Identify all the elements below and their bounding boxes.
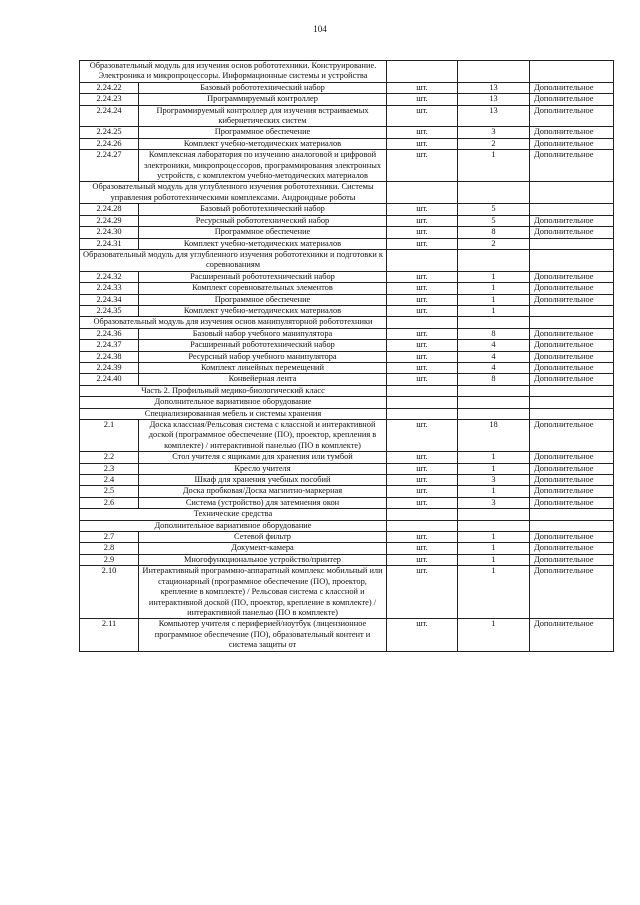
item-note: Дополнительное [530,420,614,452]
item-unit: шт. [387,543,458,554]
empty-cell [458,249,530,271]
item-note: Дополнительное [530,543,614,554]
item-quantity: 1 [458,305,530,316]
item-number: 2.24.37 [80,340,139,351]
item-unit: шт. [387,105,458,127]
item-number: 2.24.22 [80,82,139,93]
item-quantity: 4 [458,351,530,362]
item-unit: шт. [387,420,458,452]
table-row [80,215,614,226]
empty-cell [458,61,530,83]
section-header-row [80,61,614,83]
table-row [80,497,614,508]
item-quantity: 5 [458,204,530,215]
item-unit: шт. [387,566,458,619]
item-number: 2.24.34 [80,294,139,305]
empty-cell [530,509,614,520]
table-row [80,351,614,362]
item-unit: шт. [387,328,458,339]
item-note: Дополнительное [530,271,614,282]
empty-cell [530,182,614,204]
item-unit: шт. [387,127,458,138]
item-quantity: 1 [458,543,530,554]
item-number: 2.24.36 [80,328,139,339]
item-quantity: 1 [458,532,530,543]
item-note: Дополнительное [530,374,614,385]
empty-cell [458,182,530,204]
item-number: 2.9 [80,554,139,565]
item-name: Стол учителя с ящиками для хранения или тумбой [139,452,387,463]
section-header-row [80,182,614,204]
empty-cell [530,408,614,419]
section-title: Дополнительное вариативное оборудование [80,397,387,408]
item-unit: шт. [387,94,458,105]
item-quantity: 1 [458,452,530,463]
table-row [80,283,614,294]
item-number: 2.24.32 [80,271,139,282]
item-unit: шт. [387,215,458,226]
item-quantity: 18 [458,420,530,452]
item-quantity: 4 [458,340,530,351]
item-note: Дополнительное [530,463,614,474]
item-quantity: 1 [458,294,530,305]
item-number: 2.24.25 [80,127,139,138]
empty-cell [530,397,614,408]
item-name: Расширенный робототехнический набор [139,340,387,351]
empty-cell [387,61,458,83]
item-quantity: 1 [458,271,530,282]
item-number: 2.24.38 [80,351,139,362]
item-quantity: 4 [458,362,530,373]
table-row [80,420,614,452]
item-note: Дополнительное [530,351,614,362]
table-row [80,340,614,351]
item-name: Ресурсный набор учебного манипулятора [139,351,387,362]
table-row [80,532,614,543]
item-unit: шт. [387,150,458,182]
item-note [530,238,614,249]
item-note: Дополнительное [530,328,614,339]
item-name: Шкаф для хранения учебных пособий [139,475,387,486]
item-name: Комплект соревновательных элементов [139,283,387,294]
table-row [80,94,614,105]
item-note: Дополнительное [530,497,614,508]
item-number: 2.2 [80,452,139,463]
section-title: Образовательный модуль для углубленного изучения робототехники. Системы управления робототехническими комплексами. Андроидные роботы [80,182,387,204]
item-note: Дополнительное [530,283,614,294]
item-note: Дополнительное [530,532,614,543]
item-unit: шт. [387,497,458,508]
item-name: Комплект учебно-методических материалов [139,305,387,316]
empty-cell [530,249,614,271]
item-unit: шт. [387,374,458,385]
item-name: Компьютер учителя с периферией/ноутбук (лицензионное программное обеспечение (ПО), образовательный контент и система защиты от [139,619,387,651]
item-unit: шт. [387,452,458,463]
item-note: Дополнительное [530,150,614,182]
item-unit: шт. [387,554,458,565]
item-quantity: 1 [458,619,530,651]
item-name: Система (устройство) для затемнения окон [139,497,387,508]
item-note: Дополнительное [530,82,614,93]
item-note: Дополнительное [530,340,614,351]
item-quantity: 13 [458,105,530,127]
table-row [80,463,614,474]
item-number: 2.6 [80,497,139,508]
item-note: Дополнительное [530,138,614,149]
empty-cell [458,385,530,396]
table-row [80,105,614,127]
item-unit: шт. [387,238,458,249]
empty-cell [530,520,614,531]
table-row [80,374,614,385]
item-note: Дополнительное [530,486,614,497]
item-number: 2.24.28 [80,204,139,215]
item-unit: шт. [387,204,458,215]
table-row [80,138,614,149]
item-note [530,204,614,215]
empty-cell [458,317,530,328]
section-header-row [80,520,614,531]
item-name: Программируемый контроллер [139,94,387,105]
item-number: 2.24.26 [80,138,139,149]
item-unit: шт. [387,271,458,282]
table-row [80,127,614,138]
empty-cell [387,385,458,396]
item-name: Программное обеспечение [139,227,387,238]
section-title: Образовательный модуль для изучения основ робототехники. Конструирование. Электроника и микропроцессоры. Информационные системы и устройства [80,61,387,83]
item-name: Конвейерная лента [139,374,387,385]
section-header-row [80,509,614,520]
table-row [80,554,614,565]
item-quantity: 5 [458,215,530,226]
item-note: Дополнительное [530,619,614,651]
equipment-table [79,60,614,652]
item-note: Дополнительное [530,362,614,373]
item-name: Программное обеспечение [139,127,387,138]
empty-cell [530,385,614,396]
item-unit: шт. [387,475,458,486]
item-name: Комплексная лаборатория по изучению аналоговой и цифровой электроники, микропроцессоров, программирования электронных устройств, с комплектом учебно-методических материалов [139,150,387,182]
table-row [80,486,614,497]
item-number: 2.24.33 [80,283,139,294]
section-header-row [80,408,614,419]
empty-cell [387,397,458,408]
item-name: Базовый набор учебного манипулятора [139,328,387,339]
item-number: 2.24.27 [80,150,139,182]
section-title: Часть 2. Профильный медико-биологический класс [80,385,387,396]
item-name: Комплект линейных перемещений [139,362,387,373]
item-number: 2.24.40 [80,374,139,385]
item-number: 2.24.24 [80,105,139,127]
item-name: Базовый робототехнический набор [139,204,387,215]
empty-cell [387,520,458,531]
empty-cell [458,408,530,419]
item-quantity: 8 [458,374,530,385]
item-name: Комплект учебно-методических материалов [139,138,387,149]
item-unit: шт. [387,227,458,238]
item-name: Многофункциональное устройство/принтер [139,554,387,565]
item-quantity: 1 [458,150,530,182]
item-number: 2.24.31 [80,238,139,249]
item-note: Дополнительное [530,475,614,486]
item-quantity: 1 [458,283,530,294]
item-quantity: 13 [458,94,530,105]
item-quantity: 1 [458,566,530,619]
item-quantity: 3 [458,475,530,486]
item-name: Интерактивный программно-аппаратный комплекс мобильный или стационарный (программное обеспечение (ПО), проектор, крепление в комплекте) / Рельсовая система с классной и интерактивной доской (ПО, проектор, крепление в комплекте) / интерактивной панелью (ПО в комплекте) [139,566,387,619]
item-note: Дополнительное [530,566,614,619]
table-row [80,475,614,486]
empty-cell [458,520,530,531]
empty-cell [387,182,458,204]
item-unit: шт. [387,362,458,373]
empty-cell [530,61,614,83]
table-row [80,150,614,182]
item-unit: шт. [387,351,458,362]
item-number: 2.24.23 [80,94,139,105]
section-title: Технические средства [80,509,387,520]
table-row [80,82,614,93]
empty-cell [387,509,458,520]
item-number: 2.4 [80,475,139,486]
section-title: Специализированная мебель и системы хранения [80,408,387,419]
table-row [80,227,614,238]
item-note: Дополнительное [530,105,614,127]
section-header-row [80,397,614,408]
empty-cell [530,317,614,328]
item-note: Дополнительное [530,215,614,226]
item-unit: шт. [387,82,458,93]
item-name: Базовый робототехнический набор [139,82,387,93]
table-row [80,204,614,215]
item-quantity: 2 [458,138,530,149]
table-row [80,328,614,339]
item-unit: шт. [387,340,458,351]
item-number: 2.24.29 [80,215,139,226]
section-header-row [80,317,614,328]
table-row [80,271,614,282]
table-row [80,619,614,651]
empty-cell [458,509,530,520]
item-name: Доска классная/Рельсовая система с классной и интерактивной доской (программное обеспечение (ПО), проектор, крепления в комплекте) / интерактивной панелью (ПО в комплекте) [139,420,387,452]
item-note: Дополнительное [530,94,614,105]
item-unit: шт. [387,619,458,651]
empty-cell [387,317,458,328]
item-number: 2.24.39 [80,362,139,373]
item-quantity: 3 [458,497,530,508]
item-note: Дополнительное [530,227,614,238]
item-name: Комплект учебно-методических материалов [139,238,387,249]
page-number: 104 [313,24,327,34]
section-header-row [80,385,614,396]
item-name: Программируемый контроллер для изучения встраиваемых кибернетических систем [139,105,387,127]
table-row [80,362,614,373]
section-title: Дополнительное вариативное оборудование [80,520,387,531]
item-unit: шт. [387,138,458,149]
item-name: Сетевой фильтр [139,532,387,543]
item-unit: шт. [387,486,458,497]
item-name: Документ-камера [139,543,387,554]
item-number: 2.7 [80,532,139,543]
item-quantity: 1 [458,554,530,565]
item-unit: шт. [387,294,458,305]
item-unit: шт. [387,283,458,294]
item-number: 2.5 [80,486,139,497]
item-note: Дополнительное [530,127,614,138]
item-name: Кресло учителя [139,463,387,474]
section-header-row [80,249,614,271]
item-quantity: 1 [458,486,530,497]
item-number: 2.11 [80,619,139,651]
table-row [80,452,614,463]
item-note: Дополнительное [530,294,614,305]
item-quantity: 13 [458,82,530,93]
table-row [80,566,614,619]
section-title: Образовательный модуль для изучения основ манипуляторной робототехники [80,317,387,328]
item-quantity: 1 [458,463,530,474]
empty-cell [458,397,530,408]
item-unit: шт. [387,463,458,474]
empty-cell [387,249,458,271]
item-name: Доска пробковая/Доска магнитно-маркерная [139,486,387,497]
table-row [80,238,614,249]
item-name: Программное обеспечение [139,294,387,305]
item-number: 2.8 [80,543,139,554]
item-note: Дополнительное [530,452,614,463]
item-quantity: 8 [458,328,530,339]
item-number: 2.24.30 [80,227,139,238]
item-note [530,305,614,316]
table-row [80,543,614,554]
item-name: Ресурсный робототехнический набор [139,215,387,226]
item-note: Дополнительное [530,554,614,565]
item-unit: шт. [387,305,458,316]
item-quantity: 8 [458,227,530,238]
section-title: Образовательный модуль для углубленного изучения робототехники и подготовки к соревнованиям [80,249,387,271]
table-row [80,294,614,305]
item-quantity: 2 [458,238,530,249]
item-number: 2.10 [80,566,139,619]
item-unit: шт. [387,532,458,543]
item-quantity: 3 [458,127,530,138]
item-number: 2.1 [80,420,139,452]
item-number: 2.24.35 [80,305,139,316]
item-number: 2.3 [80,463,139,474]
table-row [80,305,614,316]
item-name: Расширенный робототехнический набор [139,271,387,282]
empty-cell [387,408,458,419]
